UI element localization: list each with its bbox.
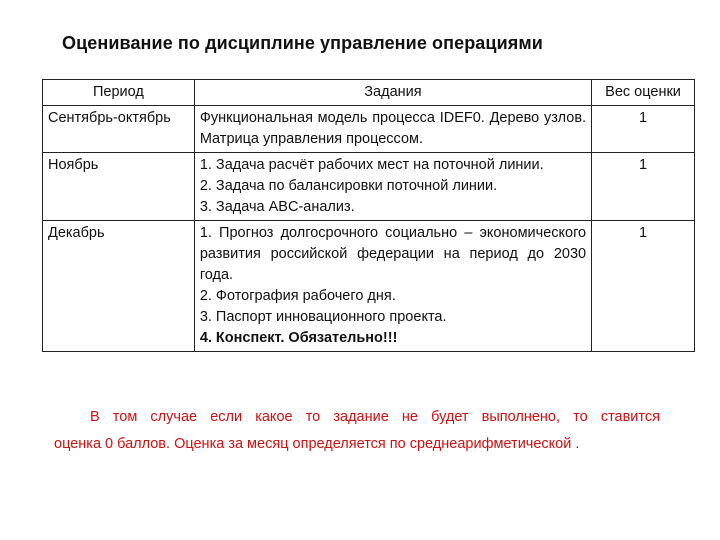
tasks-cell [194,221,591,352]
weight-cell: 1 [592,106,695,153]
table-row [43,221,695,352]
task-item: 3. Задача ABC-анализ. [199,199,355,215]
tasks-cell [194,153,591,221]
task-item: Функциональная модель процесса IDEF0. Дерево узлов. Матрица управления процессом. [199,110,587,147]
column-header-tasks: Задания [194,80,591,106]
task-item: 1. Прогноз долгосрочного социально – экономического развития российской федерации на период до 2030 года. [199,225,587,283]
period-cell: Декабрь [43,221,195,352]
period-cell: Сентябрь-октябрь [43,106,195,153]
grading-note [54,404,674,458]
task-item-mandatory: 4. Конспект. Обязательно!!! [199,330,398,346]
table-row [43,153,695,221]
note-line: В том случае если какое то задание не будет выполнено, то ставится [90,409,660,425]
period-cell: Ноябрь [43,153,195,221]
column-header-period: Период [43,80,195,106]
column-header-weight: Вес оценки [592,80,695,106]
task-item: 3. Паспорт инновационного проекта. [199,309,447,325]
table-row [43,106,695,153]
task-item: 1. Задача расчёт рабочих мест на поточной линии. [199,157,544,173]
task-item: 2. Задача по балансировки поточной линии. [199,178,498,194]
tasks-cell [194,106,591,153]
table-header-row [43,80,695,106]
page-title: Оценивание по дисциплине управление операциями [62,33,543,53]
note-line: оценка 0 баллов. Оценка за месяц определяется по среднеарифметической . [54,436,580,452]
task-item: 2. Фотография рабочего дня. [199,288,396,304]
weight-cell: 1 [592,221,695,352]
grading-table [42,79,695,352]
weight-cell: 1 [592,153,695,221]
